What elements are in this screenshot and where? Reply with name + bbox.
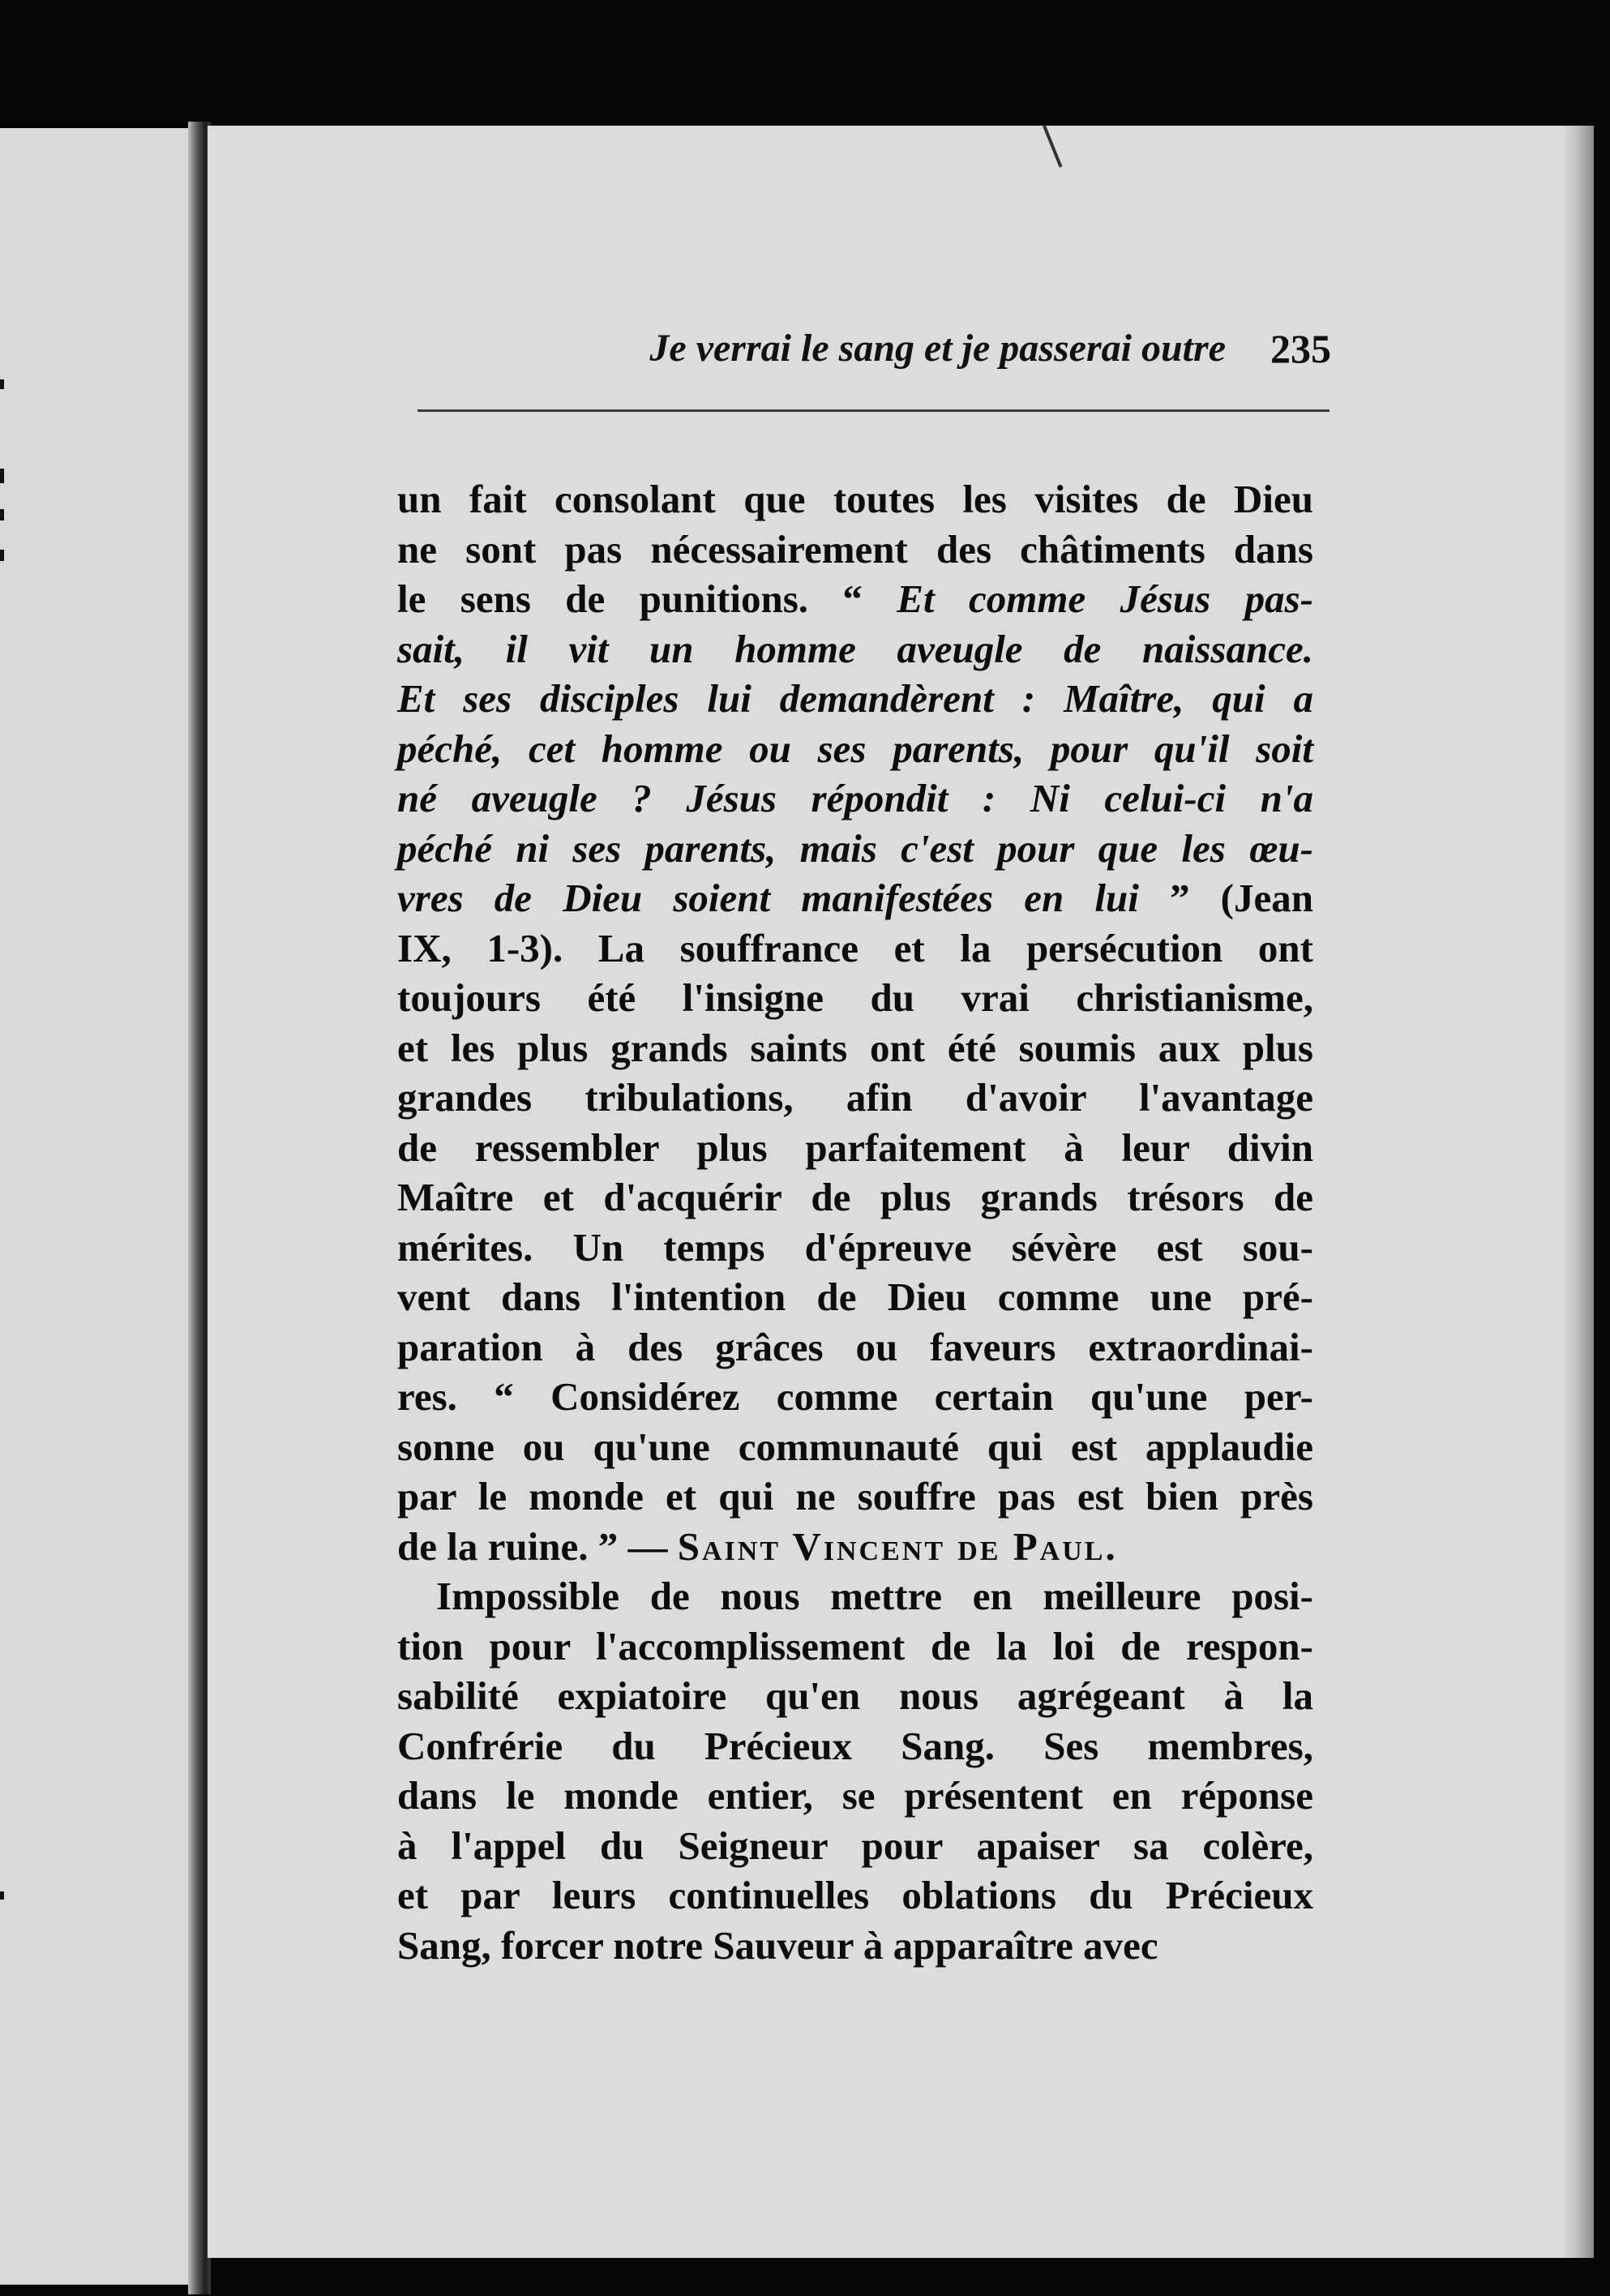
text-segment: ne sont pas nécessairement des châtiments dans <box>397 526 1313 572</box>
text-line <box>397 724 1313 774</box>
body-text <box>397 474 1313 1970</box>
text-segment: Maître et d'acquérir de plus grands trésors de <box>397 1175 1313 1219</box>
text-segment: grandes tribulations, afin d'avoir l'avantage <box>397 1075 1313 1120</box>
text-line <box>397 624 1313 675</box>
running-title: Je verrai le sang et je passerai outre <box>649 327 1226 370</box>
text-line <box>397 1372 1313 1422</box>
text-line <box>397 1223 1313 1273</box>
text-segment: sonne ou qu'une communauté qui est applaudie <box>397 1424 1313 1469</box>
text-line <box>397 674 1313 724</box>
text-line <box>397 1870 1313 1921</box>
page-edge-shadow <box>1561 126 1594 2258</box>
text-segment: un fait consolant que toutes les visites de Dieu <box>397 477 1313 521</box>
text-line <box>397 1721 1313 1771</box>
text-segment: mérites. Un temps d'épreuve sévère est sou- <box>397 1224 1313 1270</box>
text-line <box>397 1272 1313 1322</box>
text-line <box>397 873 1313 923</box>
text-segment: né aveugle ? Jésus répondit : Ni celui-ci n'a <box>397 776 1313 820</box>
text-line <box>397 1422 1313 1472</box>
text-segment: ” (Jean <box>1138 876 1313 920</box>
text-line <box>397 1571 1313 1621</box>
text-line <box>397 1471 1313 1522</box>
text-segment: Confrérie du Précieux Sang. Ses membres, <box>397 1723 1313 1768</box>
text-segment: Impossible de nous mettre en meilleure posi- <box>436 1574 1313 1618</box>
text-line <box>397 1522 1313 1572</box>
page-header <box>334 320 1331 385</box>
text-segment: péché ni ses parents, mais c'est pour que les œu- <box>397 825 1313 871</box>
text-line <box>397 1123 1313 1173</box>
text-line <box>397 1771 1313 1821</box>
text-line <box>397 973 1313 1023</box>
text-line <box>397 1073 1313 1123</box>
text-line <box>397 923 1313 974</box>
text-line <box>397 1621 1313 1672</box>
text-segment: à l'appel du Seigneur pour apaiser sa colère, <box>397 1823 1313 1868</box>
text-segment: par le monde et qui ne souffre pas est bien près <box>397 1474 1313 1519</box>
text-segment: dans le monde entier, se présentent en réponse <box>397 1773 1313 1818</box>
text-segment: res. “ Considérez comme certain qu'une per- <box>397 1374 1313 1419</box>
header-rule <box>417 409 1330 412</box>
text-line <box>397 574 1313 624</box>
text-segment: péché, cet homme ou ses parents, pour qu'il soit <box>397 726 1313 771</box>
text-segment: vres de Dieu soient manifestées en lui <box>397 876 1139 920</box>
page-mark <box>0 509 4 520</box>
page-mark <box>0 379 4 389</box>
text-line <box>397 824 1313 874</box>
text-segment: vent dans l'intention de Dieu comme une pré- <box>397 1274 1313 1319</box>
text-line <box>397 525 1313 575</box>
text-segment: sabilité expiatoire qu'en nous agrégeant à la <box>397 1673 1313 1718</box>
text-segment: Sang, forcer notre Sauveur à apparaître avec <box>397 1922 1158 1968</box>
page-mark <box>0 550 4 561</box>
text-segment: Et ses disciples lui demandèrent : Maître, qui a <box>397 676 1313 721</box>
text-segment: sait, il vit un homme aveugle de naissance. <box>397 626 1313 671</box>
text-segment: de ressembler plus parfaitement à leur divin <box>397 1124 1313 1170</box>
text-segment: le sens de punitions. “ <box>397 576 897 621</box>
text-line <box>397 1821 1313 1871</box>
text-segment: Et comme Jésus pas- <box>897 576 1313 621</box>
facing-page-edge <box>0 128 201 2285</box>
text-segment: de la ruine. ” — <box>397 1523 678 1569</box>
text-line <box>397 1322 1313 1373</box>
author-attribution: Saint Vincent de Paul. <box>677 1523 1118 1569</box>
text-line <box>397 1172 1313 1223</box>
fold-mark <box>1043 125 1062 167</box>
text-line <box>397 1671 1313 1721</box>
text-line <box>397 1023 1313 1073</box>
text-segment: et par leurs continuelles oblations du Précieux <box>397 1873 1313 1917</box>
text-segment: IX, 1-3). La souffrance et la persécution ont <box>397 925 1313 970</box>
text-segment: et les plus grands saints ont été soumis aux plus <box>397 1025 1313 1070</box>
text-line <box>397 773 1313 824</box>
page-number: 235 <box>1270 326 1331 371</box>
text-line <box>397 474 1313 525</box>
page-mark <box>0 469 4 483</box>
text-line <box>397 1921 1313 1971</box>
text-segment: tion pour l'accomplissement de la loi de respon- <box>397 1623 1313 1668</box>
text-segment: toujours été l'insigne du vrai christianisme, <box>397 975 1313 1020</box>
page-mark <box>0 1891 4 1900</box>
text-segment: paration à des grâces ou faveurs extraordinai- <box>397 1324 1313 1369</box>
